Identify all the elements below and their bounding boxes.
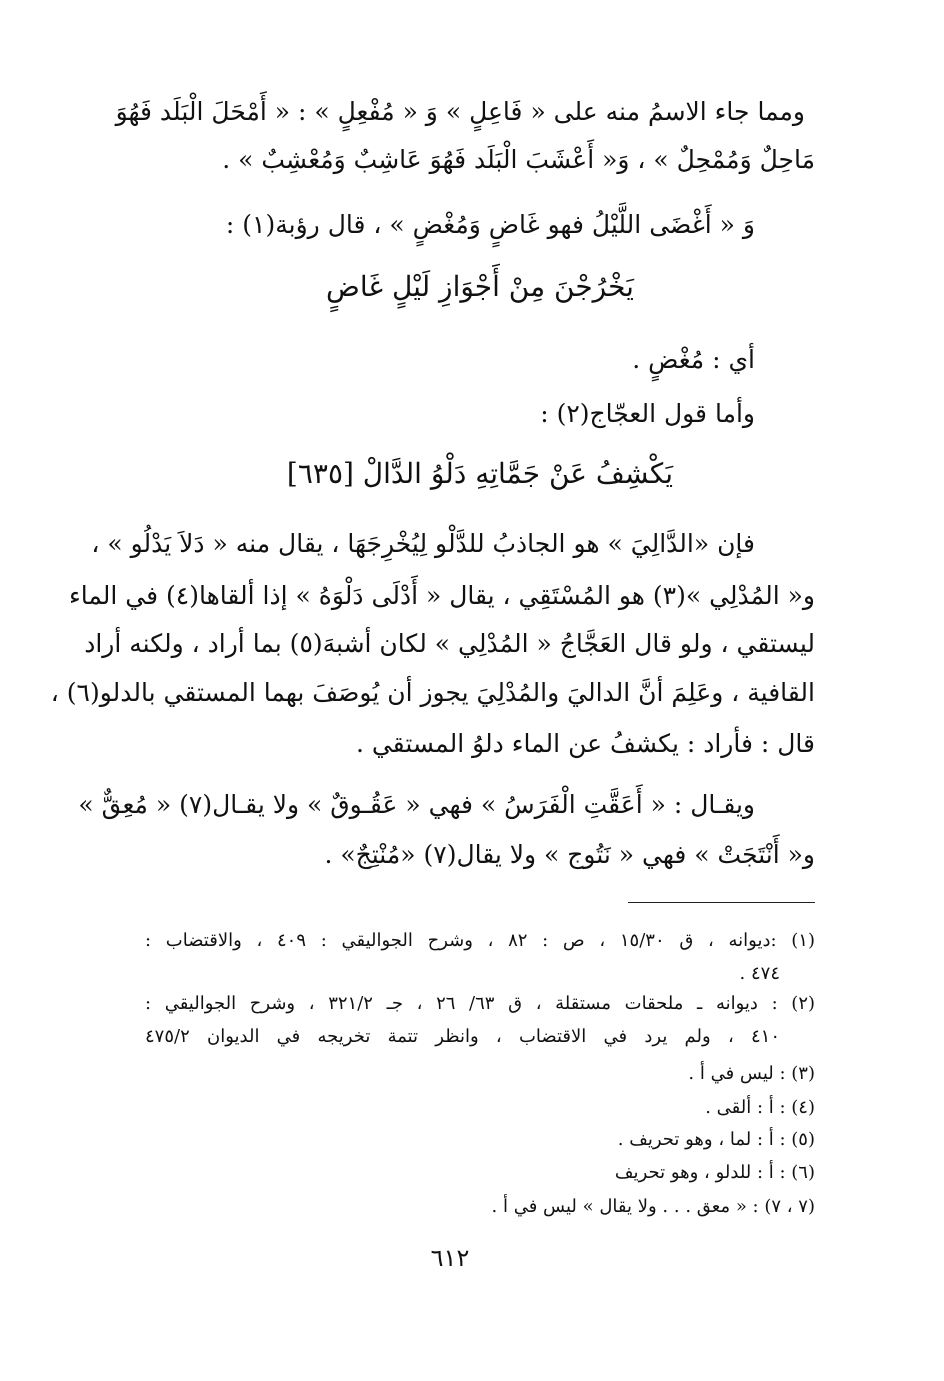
body-line-12: و« أَنْتَجَتْ » فهي « نَتُوج » ولا يقال(٧) «مُنْتِجٌ» . bbox=[324, 840, 815, 869]
body-line-9: القافية ، وعَلِمَ أنَّ الداليَ والمُدْلِيَ يجوز أن يُوصَفَ بهما المستقي بالدلو(٦) ، bbox=[50, 678, 815, 707]
body-line-7: و« المُدْلِي »(٣) هو المُسْتَقِي ، يقال « أَدْلَى دَلْوَهُ » إذا ألقاها(٤) في الماء bbox=[68, 581, 815, 610]
footnote-7: (٧ ، ٧) : « معق . . . ولا يقال » ليس في أ . bbox=[491, 1196, 815, 1217]
footnote-2: (٢) : ديوانه ـ ملحقات مستقلة ، ق ٦٣/ ٢٦ ، جـ ٣٢١/٢ ، وشرح الجواليقي : bbox=[145, 993, 816, 1014]
body-line-2: مَاحِلٌ وَمُمْحِلٌ » ، وَ« أَعْشَبَ الْبَلَد فَهُوَ عَاشِبٌ وَمُعْشِبٌ » . bbox=[222, 145, 815, 174]
body-line-11: ويقـال : « أَعَقَّتِ الْفَرَسُ » فهي « عَقُـوقٌ » ولا يقـال(٧) « مُعِقٌّ » bbox=[78, 790, 755, 819]
footnote-2-cont: ٤١٠ ، ولم يرد في الاقتضاب ، وانظر تتمة تخريجه في الديوان ٤٧٥/٢ bbox=[145, 1026, 780, 1047]
body-line-4: أي : مُغْضٍ . bbox=[632, 345, 755, 374]
footnote-5: (٥) : أ : لما ، وهو تحريف . bbox=[617, 1129, 815, 1150]
body-line-5: وأما قول العجّاج(٢) : bbox=[540, 399, 755, 428]
page-number: ٦١٢ bbox=[430, 1244, 470, 1272]
footnote-separator bbox=[628, 902, 815, 903]
footnote-4: (٤) : أ : ألقى . bbox=[705, 1097, 815, 1118]
footnote-1-cont: ٤٧٤ . bbox=[739, 963, 780, 984]
footnote-1: (١) :ديوانه ، ق ١٥/٣٠ ، ص : ٨٢ ، وشرح الجواليقي : ٤٠٩ ، والاقتضاب : bbox=[145, 930, 815, 951]
body-line-3: وَ « أَغْضَى اللَّيْلُ فهو غَاضٍ وَمُغْضٍ » ، قال رؤبة(١) : bbox=[225, 210, 755, 239]
body-line-1: ومما جاء الاسمُ منه على « فَاعِلٍ » وَ « مُفْعِلٍ » : « أَمْحَلَ الْبَلَد فَهُوَ bbox=[115, 97, 805, 126]
verse-ajjaj: يَكْشِفُ عَنْ جَمَّاتِهِ دَلْوُ الدَّالْ [٦٣٥] bbox=[286, 457, 674, 490]
footnote-6: (٦) : أ : للدلو ، وهو تحريف bbox=[614, 1162, 815, 1183]
footnote-3: (٣) : ليس في أ . bbox=[688, 1063, 815, 1084]
body-line-6: فإن «الدَّالِيَ » هو الجاذبُ للدَّلْو لِيُخْرِجَهَا ، يقال منه « دَلاَ يَدْلُو » ، bbox=[91, 529, 755, 558]
body-line-10: قال : فأراد : يكشفُ عن الماء دلوُ المستقي . bbox=[355, 729, 815, 758]
body-line-8: ليستقي ، ولو قال العَجَّاجُ « المُدْلِي » لكان أشبهَ(٥) بما أراد ، ولكنه أراد bbox=[84, 629, 815, 658]
verse-rubah: يَخْرُجْنَ مِنْ أَجْوَازِ لَيْلٍ غَاضٍ bbox=[326, 270, 634, 303]
